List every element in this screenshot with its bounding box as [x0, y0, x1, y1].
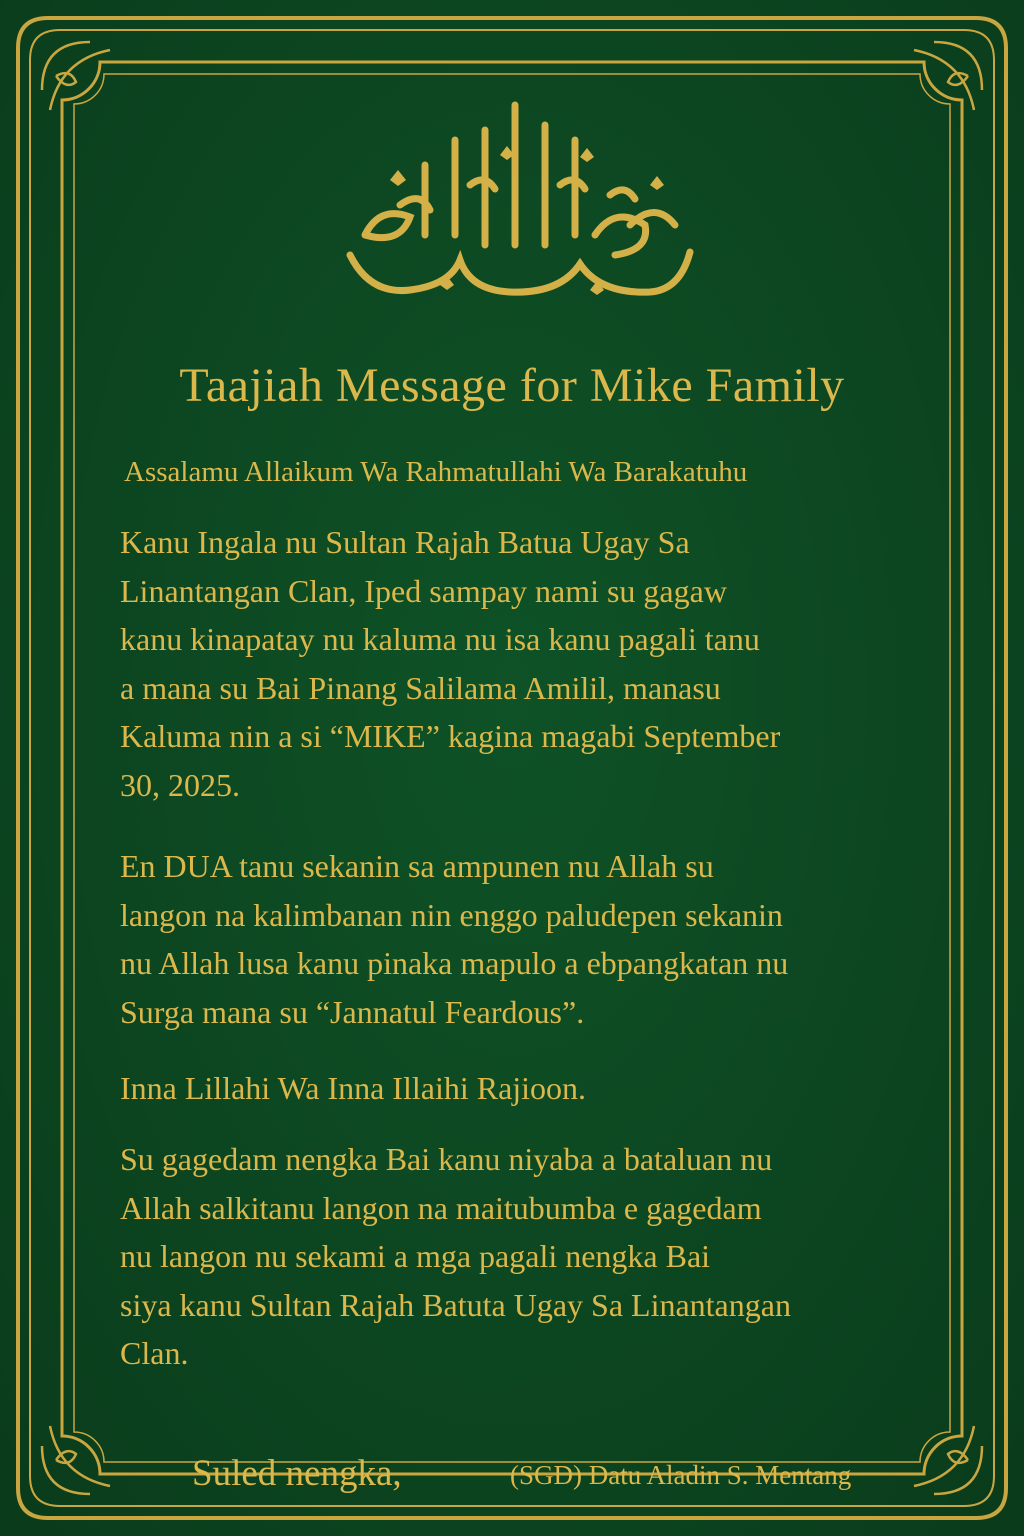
paragraph-inna-lillahi [120, 1064, 970, 1113]
text-line: Kanu Ingala nu Sultan Rajah Batua Ugay Sa [120, 524, 690, 560]
page-title: Taajiah Message for Mike Family [179, 359, 845, 412]
text-line: Linantangan Clan, Iped sampay nami su gagaw [120, 572, 727, 609]
paragraph-sympathy [120, 1135, 970, 1378]
text-line: nu Allah lusa kanu pinaka mapulo a ebpangkatan nu [120, 945, 789, 981]
text-line: Kaluma nin a si “MIKE” kagina magabi September [120, 718, 781, 754]
paragraph-dua [120, 842, 970, 1036]
text-line: langon na kalimbanan nin enggo paludepen sekanin [120, 896, 783, 933]
text-line: Surga mana su “Jannatul Feardous”. [120, 993, 585, 1030]
paragraph-announcement [120, 518, 970, 809]
text-line: kanu kinapatay nu kaluma nu isa kanu pagali tanu [120, 621, 760, 657]
text-line: siya kanu Sultan Rajah Batuta Ugay Sa Linantangan [120, 1286, 791, 1323]
bismillah-calligraphy-icon [330, 85, 700, 320]
text-line: Allah salkitanu langon na maitubumba e gagedam [120, 1189, 762, 1226]
text-line: En DUA tanu sekanin sa ampunen nu Allah su [120, 848, 714, 884]
valediction: Suled nengka, [192, 1453, 402, 1494]
text-line: 30, 2025. [120, 766, 240, 803]
text-line: Inna Lillahi Wa Inna Illaihi Rajioon. [120, 1070, 587, 1106]
text-line: nu langon nu sekami a mga pagali nengka Bai [120, 1238, 711, 1274]
greeting: Assalamu Allaikum Wa Rahmatullahi Wa Barakatuhu [124, 456, 748, 488]
signer-name: (SGD) Datu Aladin S. Mentang [510, 1460, 852, 1490]
text-line: a mana su Bai Pinang Salilama Amilil, manasu [120, 669, 721, 706]
text-line: Su gagedam nengka Bai kanu niyaba a bataluan nu [120, 1141, 773, 1177]
text-line: Clan. [120, 1335, 189, 1371]
